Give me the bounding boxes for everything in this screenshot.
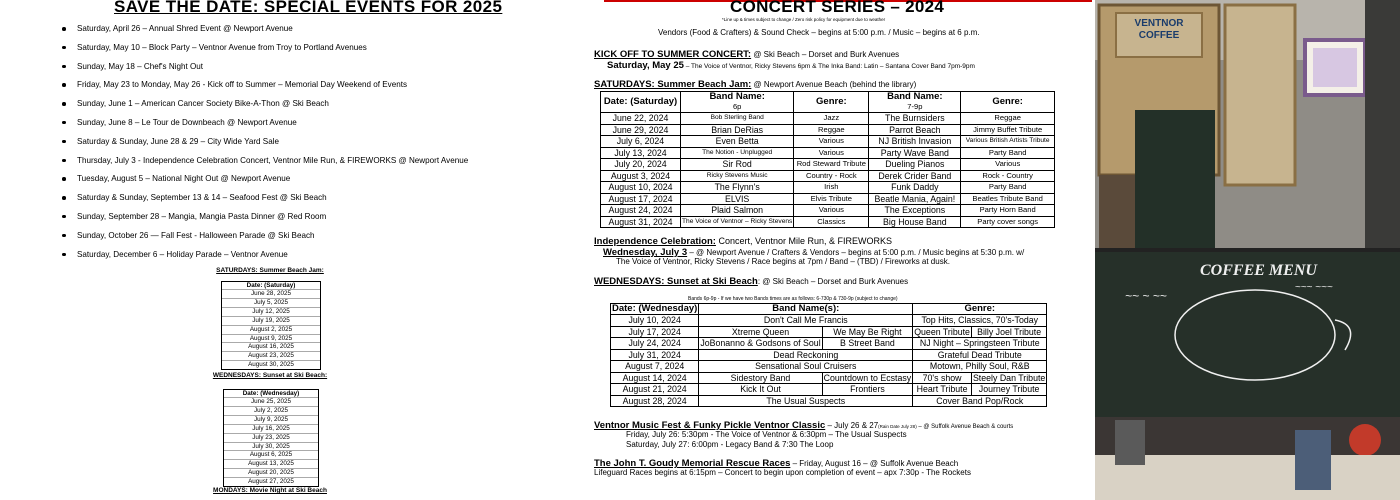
kickoff-title: KICK OFF TO SUMMER CONCERT: bbox=[594, 49, 752, 60]
table-row: July 19, 2025 bbox=[222, 317, 320, 326]
table-cell: August 7, 2024 bbox=[611, 361, 699, 373]
table-cell: Queen Tribute bbox=[914, 326, 970, 337]
table-cell: Rock - Country bbox=[961, 170, 1055, 182]
table-cell: Parrot Beach bbox=[869, 124, 961, 136]
table-cell: August 21, 2024 bbox=[611, 384, 699, 396]
table-cell: Beatle Mania, Again! bbox=[869, 193, 961, 205]
table-cell: Beatles Tribute Band bbox=[961, 193, 1055, 205]
table-row bbox=[601, 216, 1055, 228]
concert-panel bbox=[590, 0, 1095, 500]
table-row bbox=[611, 338, 1047, 350]
table-cell: Journey Tribute bbox=[971, 384, 1046, 396]
col-header: Band Name(s): bbox=[699, 304, 913, 315]
list-item: Tuesday, August 5 – National Night Out @ Newport Avenue bbox=[62, 174, 542, 193]
table-cell: Party cover songs bbox=[961, 216, 1055, 228]
table-row: July 30, 2025 bbox=[224, 443, 318, 452]
table-cell: Irish bbox=[794, 182, 869, 194]
sat-location: @ Newport Avenue Beach (behind the library) bbox=[751, 80, 917, 89]
table-cell: August 24, 2024 bbox=[601, 205, 681, 217]
table-row: August 2, 2025 bbox=[222, 326, 320, 335]
table-row bbox=[601, 205, 1055, 217]
table-row: July 2, 2025 bbox=[224, 407, 318, 416]
sat-line bbox=[594, 79, 916, 90]
table-cell: Countdown to Ecstasy bbox=[823, 372, 912, 383]
chalk-menu-title: COFFEE MENU bbox=[1200, 262, 1317, 279]
table-row bbox=[611, 384, 1047, 396]
table-row: June 25, 2025 bbox=[224, 398, 318, 407]
list-item: Saturday, April 26 – Annual Shred Event @ Newport Avenue bbox=[62, 24, 542, 43]
table-cell: Don't Call Me Francis bbox=[699, 315, 913, 327]
table-cell: Country - Rock bbox=[794, 170, 869, 182]
list-item: Sunday, October 26 — Fall Fest - Halloween Parade @ Ski Beach bbox=[62, 231, 542, 250]
table-row: August 16, 2025 bbox=[222, 343, 320, 352]
pickle-line2: Friday, July 26: 5:30pm - The Voice of Ventnor & 6:30pm – The Usual Suspects bbox=[626, 430, 907, 439]
wed-note: Bands 6p-9p - If we have two Bands times are as follows: 6-730p & 730-9p (subject to change) bbox=[688, 296, 898, 302]
table-cell: The Voice of Ventnor – Ricky Stevens bbox=[681, 216, 794, 228]
table-cell: Even Betta bbox=[681, 136, 794, 148]
table-cell: Various bbox=[794, 205, 869, 217]
col-header: Genre: bbox=[794, 92, 869, 113]
list-item: Saturday, May 10 – Block Party – Ventnor Avenue from Troy to Portland Avenues bbox=[62, 43, 542, 62]
table-row bbox=[601, 182, 1055, 194]
table-row: August 13, 2025 bbox=[224, 460, 318, 469]
goudy-line2: Lifeguard Races begins at 6:15pm – Concert to begin upon completion of event – apx 7:30p - The Rockets bbox=[594, 468, 971, 477]
independence-title: Independence Celebration: bbox=[594, 236, 716, 247]
kickoff-detail: – The Voice of Ventnor, Ricky Stevens 6pm & The Inka Band: Latin – Santana Cover Band 7pm-9pm bbox=[683, 63, 975, 70]
table-cell: Steely Dan Tribute bbox=[972, 372, 1046, 383]
svg-text:~~ ~ ~~: ~~ ~ ~~ bbox=[1125, 289, 1167, 303]
mon-caption: MONDAYS: Movie Night at Ski Beach bbox=[213, 487, 327, 494]
table-cell: The Exceptions bbox=[869, 205, 961, 217]
table-row bbox=[601, 193, 1055, 205]
list-item: Friday, May 23 to Monday, May 26 - Kick off to Summer – Memorial Day Weekend of Events bbox=[62, 80, 542, 99]
table-cell: Bob Sterling Band bbox=[681, 113, 794, 125]
table-cell: Various British Artists Tribute bbox=[961, 136, 1055, 148]
goudy-title: The John T. Goudy Memorial Rescue Races bbox=[594, 458, 791, 469]
table-cell: July 10, 2024 bbox=[611, 315, 699, 327]
table-cell: Kick It Out bbox=[699, 384, 822, 396]
kickoff-line bbox=[594, 49, 899, 60]
disclaimer: *Line up & times subject to change / Zero risk policy for equipment due to weather bbox=[722, 17, 886, 22]
pickle-line3: Saturday, July 27: 6:00pm - Legacy Band & 7:30 The Loop bbox=[626, 440, 834, 449]
table-row: July 9, 2025 bbox=[224, 416, 318, 425]
table-cell: Elvis Tribute bbox=[794, 193, 869, 205]
table-cell: Ricky Stevens Music bbox=[681, 170, 794, 182]
col-header: Band Name: 6p bbox=[681, 92, 794, 113]
table-row: August 6, 2025 bbox=[224, 451, 318, 460]
wed-line bbox=[594, 276, 908, 287]
table-cell: Party Band bbox=[961, 147, 1055, 159]
list-item: Sunday, June 1 – American Cancer Society Bike-A-Thon @ Ski Beach bbox=[62, 99, 542, 118]
table-row: August 27, 2025 bbox=[248, 478, 294, 486]
photo-panel bbox=[1095, 0, 1400, 500]
table-header: Date: (Saturday) bbox=[222, 282, 320, 290]
wed-table-body bbox=[611, 315, 1047, 407]
table-cell: Various bbox=[961, 159, 1055, 171]
table-cell: Dueling Pianos bbox=[869, 159, 961, 171]
table-cell: July 13, 2024 bbox=[601, 147, 681, 159]
pickle-dates: – July 26 & 27 bbox=[825, 421, 879, 430]
wed-location: : @ Ski Beach – Dorset and Burk Avenues bbox=[757, 277, 909, 286]
list-item: Saturday, December 6 – Holiday Parade – Ventnor Avenue bbox=[62, 250, 542, 269]
small-chalkboard bbox=[1135, 110, 1215, 248]
table-cell: Party Band bbox=[961, 182, 1055, 194]
table-cell: B Street Band bbox=[822, 338, 913, 350]
list-item: Thursday, July 3 - Independence Celebration Concert, Ventnor Mile Run, & FIREWORKS @ Newport Avenue bbox=[62, 156, 542, 175]
table-cell: Party Horn Band bbox=[961, 205, 1055, 217]
sat-table-body bbox=[601, 113, 1055, 228]
table-cell: Various bbox=[794, 147, 869, 159]
table-cell: The Burnsiders bbox=[869, 113, 961, 125]
kickoff-location: @ Ski Beach – Dorset and Burk Avenues bbox=[751, 50, 900, 59]
sat-caption: SATURDAYS: Summer Beach Jam: bbox=[216, 267, 324, 274]
pickle-title: Ventnor Music Fest & Funky Pickle Ventnor Classic bbox=[594, 420, 826, 431]
table-cell: Sir Rod bbox=[681, 159, 794, 171]
col-header: Date: (Saturday) bbox=[601, 92, 681, 113]
wed-title: WEDNESDAYS: Sunset at Ski Beach bbox=[594, 276, 758, 287]
independence-line3: The Voice of Ventnor, Ricky Stevens / Race begins at 7pm / Band – (TBD) / Fireworks at dusk. bbox=[616, 257, 950, 266]
table-cell: Sidestory Band bbox=[699, 372, 822, 384]
table-cell: The Usual Suspects bbox=[699, 395, 913, 407]
list-item: Sunday, May 18 – Chef's Night Out bbox=[62, 62, 542, 81]
independence-detail: – @ Newport Avenue / Crafters & Vendors – begins at 5:00 p.m. / Music begins at 5:30 p.m. w/ bbox=[687, 248, 1025, 257]
sat-date-table bbox=[221, 281, 321, 370]
kickoff-detail-line bbox=[607, 60, 975, 71]
table-cell: Top Hits, Classics, 70's-Today bbox=[913, 315, 1047, 327]
table-cell: Reggae bbox=[794, 124, 869, 136]
table-row: August 23, 2025 bbox=[222, 352, 320, 361]
table-row bbox=[601, 124, 1055, 136]
table-cell: Heart Tribute bbox=[913, 384, 972, 396]
table-row bbox=[601, 113, 1055, 125]
table-cell: July 24, 2024 bbox=[611, 338, 699, 350]
independence-desc: Concert, Ventnor Mile Run, & FIREWORKS bbox=[715, 236, 892, 246]
table-row bbox=[601, 170, 1055, 182]
table-row bbox=[611, 395, 1047, 407]
table-cell: August 10, 2024 bbox=[601, 182, 681, 194]
table-cell: Big House Band bbox=[869, 216, 961, 228]
table-cell: Funk Daddy bbox=[869, 182, 961, 194]
table-cell: Brian DeRias bbox=[681, 124, 794, 136]
table-cell: NJ British Invasion bbox=[869, 136, 961, 148]
table-row: July 12, 2025 bbox=[222, 308, 320, 317]
table-cell: 70's show bbox=[913, 372, 972, 384]
table-cell: Dead Reckoning bbox=[699, 349, 913, 361]
list-item: Saturday & Sunday, September 13 & 14 – Seafood Fest @ Ski Beach bbox=[62, 193, 542, 212]
table-row bbox=[611, 315, 1047, 327]
table-row bbox=[601, 136, 1055, 148]
table-cell: NJ Night – Springsteen Tribute bbox=[913, 338, 1047, 350]
wed-date-table bbox=[223, 389, 319, 487]
door-frame bbox=[1365, 0, 1400, 248]
sat-title: SATURDAYS: Summer Beach Jam: bbox=[594, 79, 752, 90]
table-cell: Rod Steward Tribute bbox=[794, 159, 869, 171]
list-item: Sunday, September 28 – Mangia, Mangia Pasta Dinner @ Red Room bbox=[62, 212, 542, 231]
kickoff-date: Saturday, May 25 bbox=[607, 60, 684, 71]
list-item: Sunday, June 8 – Le Tour de Downbeach @ Newport Avenue bbox=[62, 118, 542, 137]
table-row: June 28, 2025 bbox=[222, 290, 320, 299]
table-cell: Derek Crider Band bbox=[869, 170, 961, 182]
independence-date: Wednesday, July 3 bbox=[603, 247, 688, 258]
table-cell: JoBonanno & Godsons of Soul bbox=[700, 338, 821, 348]
table-cell: Xtreme Queen bbox=[699, 326, 822, 338]
table-row bbox=[611, 326, 1047, 338]
table-cell: Frontiers bbox=[822, 384, 913, 396]
table-cell: August 3, 2024 bbox=[601, 170, 681, 182]
table-row bbox=[611, 361, 1047, 373]
table-cell: The Flynn's bbox=[681, 182, 794, 194]
table-cell: Grateful Dead Tribute bbox=[913, 349, 1047, 361]
table-cell: August 14, 2024 bbox=[611, 372, 699, 384]
left-panel bbox=[0, 0, 545, 500]
vendors-line: Vendors (Food & Crafters) & Sound Check – begins at 5:00 p.m. / Music – begins at 6 p.m. bbox=[658, 28, 980, 37]
table-row: August 9, 2025 bbox=[222, 335, 320, 344]
col-header: Band Name: 7-9p bbox=[869, 92, 961, 113]
table-row bbox=[601, 147, 1055, 159]
list-item: Saturday & Sunday, June 28 & 29 – City Wide Yard Sale bbox=[62, 137, 542, 156]
concert-title: CONCERT SERIES – 2024 bbox=[730, 0, 945, 16]
table-cell: ELVIS bbox=[681, 193, 794, 205]
col-header: Date: (Wednesday) bbox=[612, 303, 698, 314]
table-cell: We May Be Right bbox=[822, 326, 913, 338]
table-cell: Party Wave Band bbox=[869, 147, 961, 159]
table-cell: Reggae bbox=[961, 113, 1055, 125]
wed-schedule-table bbox=[610, 303, 1047, 407]
table-row: August 30, 2025 bbox=[248, 361, 294, 369]
table-row: July 23, 2025 bbox=[224, 434, 318, 443]
table-cell: Sensational Soul Cruisers bbox=[699, 361, 913, 373]
events-list bbox=[62, 24, 542, 268]
wed-caption: WEDNESDAYS: Sunset at Ski Beach: bbox=[212, 372, 328, 379]
table-cell: Jazz bbox=[794, 113, 869, 125]
table-cell: The Notion - Unplugged bbox=[681, 147, 794, 159]
table-cell: August 31, 2024 bbox=[601, 216, 681, 228]
table-row bbox=[611, 349, 1047, 361]
table-cell: August 28, 2024 bbox=[611, 395, 699, 407]
pickle-location: – @ Suffolk Avenue Beach & courts bbox=[916, 424, 1014, 430]
table-cell: June 22, 2024 bbox=[601, 113, 681, 125]
events-title: SAVE THE DATE: SPECIAL EVENTS FOR 2025 bbox=[114, 0, 503, 16]
table-cell: Plaid Salmon bbox=[681, 205, 794, 217]
table-cell: Various bbox=[794, 136, 869, 148]
table-cell: July 17, 2024 bbox=[611, 326, 699, 338]
table-cell: August 17, 2024 bbox=[601, 193, 681, 205]
coffee-shop-photos bbox=[1095, 0, 1400, 500]
table-row: July 5, 2025 bbox=[222, 299, 320, 308]
sat-schedule-table bbox=[600, 91, 1055, 228]
coffee-sign: VENTNOR COFFEE bbox=[1115, 12, 1203, 58]
table-cell: July 6, 2024 bbox=[601, 136, 681, 148]
table-row: July 16, 2025 bbox=[224, 425, 318, 434]
table-cell: Billy Joel Tribute bbox=[971, 326, 1046, 338]
table-cell: July 20, 2024 bbox=[601, 159, 681, 171]
svg-text:~~~ ~~~: ~~~ ~~~ bbox=[1295, 282, 1333, 293]
table-header: Date: (Wednesday) bbox=[224, 390, 318, 398]
goudy-date: – Friday, August 16 – @ Suffolk Avenue Beach bbox=[790, 459, 959, 468]
independence-line bbox=[594, 236, 892, 247]
col-header: Genre: bbox=[913, 304, 1047, 315]
table-row bbox=[601, 159, 1055, 171]
table-cell: Cover Band Pop/Rock bbox=[913, 395, 1047, 407]
table-cell: Classics bbox=[794, 216, 869, 228]
table-row: August 20, 2025 bbox=[224, 469, 318, 478]
table-cell: Motown, Philly Soul, R&B bbox=[913, 361, 1047, 373]
pickle-rain-date: (Rain Date July 28) bbox=[878, 424, 917, 429]
table-cell: June 29, 2024 bbox=[601, 124, 681, 136]
table-row bbox=[611, 372, 1047, 384]
table-cell: Jimmy Buffet Tribute bbox=[961, 124, 1055, 136]
col-header: Genre: bbox=[961, 92, 1055, 113]
table-cell: July 31, 2024 bbox=[611, 349, 699, 361]
